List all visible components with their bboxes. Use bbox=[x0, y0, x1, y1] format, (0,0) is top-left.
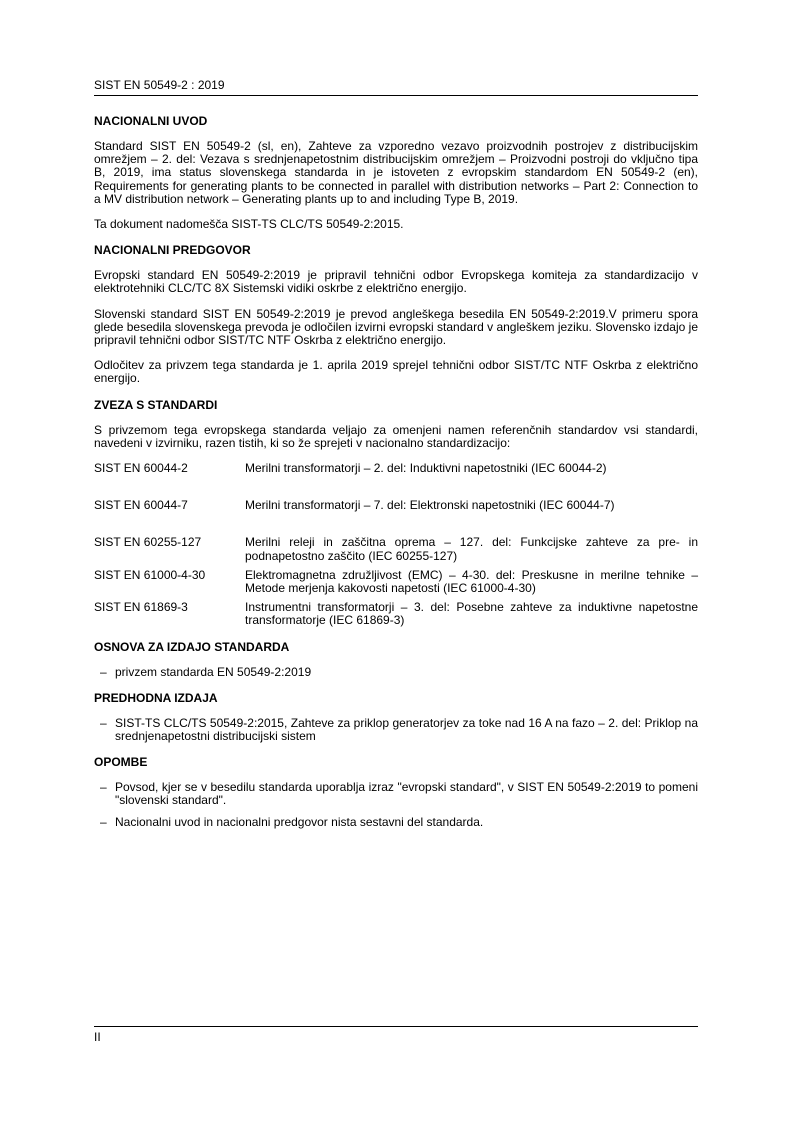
paragraph: Odločitev za privzem tega standarda je 1. aprila 2019 sprejel tehnični odbor SIST/TC NTF Oskrba z električno energijo. bbox=[94, 358, 698, 386]
dash-marker: – bbox=[100, 814, 107, 829]
list-item bbox=[94, 781, 698, 807]
section-title-opombe: OPOMBE bbox=[94, 755, 148, 770]
dash-list bbox=[94, 666, 698, 679]
section-title-nacionalni-predgovor: NACIONALNI PREDGOVOR bbox=[94, 243, 251, 258]
standard-description: Merilni transformatorji – 2. del: Induktivni napetostniki (IEC 60044-2) bbox=[245, 461, 607, 476]
running-header: SIST EN 50549-2 : 2019 bbox=[94, 78, 225, 92]
document-page bbox=[94, 0, 698, 1122]
list-item-text: Nacionalni uvod in nacionalni predgovor nista sestavni del standarda. bbox=[115, 814, 484, 829]
dash-marker: – bbox=[100, 715, 107, 730]
section-title-predhodna-izdaja: PREDHODNA IZDAJA bbox=[94, 690, 218, 705]
standard-code: SIST EN 60255-127 bbox=[94, 535, 202, 550]
standard-code: SIST EN 60044-2 bbox=[94, 461, 188, 476]
standard-code: SIST EN 61000-4-30 bbox=[94, 567, 206, 582]
section-title-osnova: OSNOVA ZA IZDAJO STANDARDA bbox=[94, 639, 290, 654]
dash-list bbox=[94, 717, 698, 743]
standard-description: Instrumentni transformatorji – 3. del: Posebne zahteve za induktivne napetostne transformatorje (IEC 61869-3) bbox=[245, 600, 698, 628]
list-item-text: SIST-TS CLC/TS 50549-2:2015, Zahteve za priklop generatorjev za toke nad 16 A na fazo – 2. del: Priklop na srednjenapetostni distribucijski sistem bbox=[115, 715, 698, 744]
table-row bbox=[94, 569, 698, 601]
paragraph: Evropski standard EN 50549-2:2019 je pripravil tehnični odbor Evropskega komiteja za standardizacijo v elektrotehniki CLC/TC 8X Sistemski vidiki oskrbe z električno energijo. bbox=[94, 268, 698, 296]
list-item-text: privzem standarda EN 50549-2:2019 bbox=[115, 664, 312, 679]
standard-code: SIST EN 61869-3 bbox=[94, 600, 188, 615]
paragraph: Slovenski standard SIST EN 50549-2:2019 je prevod angleškega besedila EN 50549-2:2019.V primeru spora glede besedila slovenskega prevoda je odločilen izvirni evropski standard v angleškem jeziku. Slovensko izdajo je pripravil tehnični odbor SIST/TC NTF Oskrba z električno energijo. bbox=[94, 306, 698, 348]
paragraph: Ta dokument nadomešča SIST-TS CLC/TS 50549-2:2015. bbox=[94, 217, 404, 232]
section-title-nacionalni-uvod: NACIONALNI UVOD bbox=[94, 114, 208, 128]
standard-description: Merilni transformatorji – 7. del: Elektronski napetostniki (IEC 60044-7) bbox=[245, 498, 615, 513]
list-item bbox=[94, 717, 698, 743]
section-title-zveza-s-standardi: ZVEZA S STANDARDI bbox=[94, 397, 218, 412]
list-item bbox=[94, 666, 698, 679]
footer-divider bbox=[94, 1026, 698, 1027]
table-row bbox=[94, 536, 698, 568]
list-item bbox=[94, 816, 698, 829]
paragraph: Standard SIST EN 50549-2 (sl, en), Zahteve za vzporedno vezavo proizvodnih postrojev z distribucijskim omrežjem – 2. del: Vezava s srednjenapetostnim distribucijskim omrežjem – Proizvodni postroji do vključno tipa B, 2019, ima status slovenskega standarda in je istoveten z evropskim standardom EN 50549-2 (en), Requirements for generating plants to be connected in parallel with distribution networks – Part 2: Connection to a MV distribution network – Generating plants up to and including Type B, 2019. bbox=[94, 139, 698, 206]
dash-list bbox=[94, 781, 698, 829]
list-item-text: Povsod, kjer se v besedilu standarda uporablja izraz "evropski standard", v SIST EN 50549-2:2019 to pomeni "slovenski standard". bbox=[115, 780, 698, 808]
table-row bbox=[94, 601, 698, 627]
table-row bbox=[94, 462, 698, 499]
header-divider bbox=[94, 95, 698, 96]
standard-description: Elektromagnetna združljivost (EMC) – 4-30. del: Preskusne in merilne tehnike – Metode merjenja kakovosti napetosti (IEC 61000-4-30) bbox=[245, 567, 698, 596]
standard-code: SIST EN 60044-7 bbox=[94, 498, 188, 513]
standard-description: Merilni releji in zaščitna oprema – 127. del: Funkcijske zahteve za pre- in podnapetostno zaščito (IEC 60255-127) bbox=[245, 535, 698, 563]
reference-standards-table bbox=[94, 462, 698, 628]
document-body bbox=[94, 114, 698, 841]
paragraph: S privzemom tega evropskega standarda veljajo za omenjeni namen referenčnih standardov vsi standardi, navedeni v izvirniku, razen tistih, ki so že sprejeti v nacionalno standardizacijo: bbox=[94, 422, 698, 450]
table-row bbox=[94, 499, 698, 536]
dash-marker: – bbox=[100, 780, 107, 795]
page-number: II bbox=[94, 1030, 101, 1044]
dash-marker: – bbox=[100, 664, 107, 679]
